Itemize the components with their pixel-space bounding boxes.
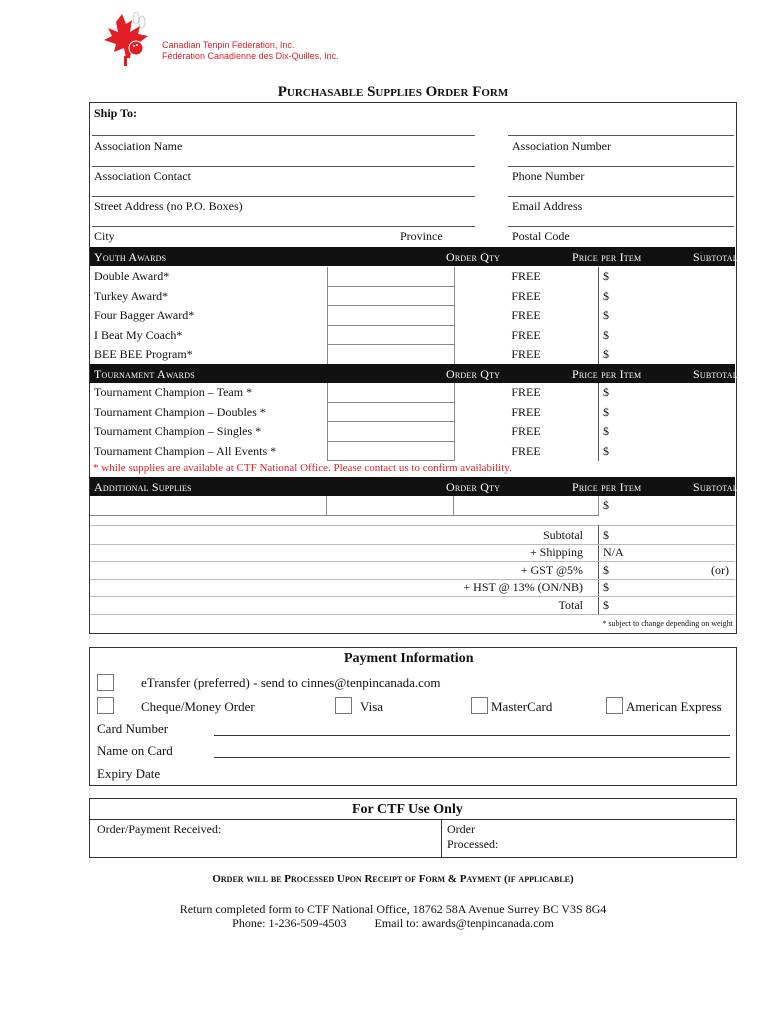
mastercard-checkbox[interactable] — [471, 697, 488, 714]
tournament-awards-header — [90, 364, 738, 383]
tournament-col-subtotal: Subtotal — [693, 367, 738, 381]
city-label: City — [94, 229, 115, 243]
tournament-col-divider — [598, 383, 599, 403]
additional-col-subtotal: Subtotal — [693, 480, 738, 494]
youth-qty-field[interactable] — [327, 306, 455, 326]
additional-supplies-header — [90, 477, 738, 496]
youth-qty-field[interactable] — [327, 345, 455, 365]
additional-qty-field[interactable] — [327, 496, 454, 516]
org-name-en: Canadian Tenpin Federation, Inc. — [162, 40, 295, 50]
province-label: Province — [400, 229, 443, 243]
tournament-col-divider — [598, 403, 599, 423]
youth-col-price: Price per Item — [572, 250, 642, 264]
tournament-col-price: Price per Item — [572, 367, 642, 381]
additional-col-qty: Order Qty — [446, 480, 501, 494]
logo — [92, 8, 342, 70]
youth-col-divider — [598, 345, 599, 365]
tournament-qty-field[interactable] — [327, 403, 455, 423]
ctf-use-title: For CTF Use Only — [352, 802, 463, 817]
email-address-label: Email Address — [512, 199, 583, 213]
total-label: Total — [558, 598, 583, 612]
youth-qty-field[interactable] — [327, 267, 455, 287]
contact-line — [0, 916, 770, 931]
additional-col-price: Price per Item — [572, 480, 642, 494]
association-contact-label: Association Contact — [94, 169, 191, 183]
visa-label: Visa — [360, 699, 384, 714]
youth-item-name: Double Award* — [94, 269, 170, 283]
phone-number-label: Phone Number — [512, 169, 585, 183]
tournament-item-subtotal[interactable]: $ — [603, 404, 609, 419]
tournament-qty-field[interactable] — [327, 422, 455, 442]
youth-item-subtotal[interactable]: $ — [603, 327, 609, 342]
association-contact-field[interactable] — [92, 166, 475, 167]
gst-label: + GST @5% — [520, 563, 583, 577]
youth-awards-title: Youth Awards — [94, 250, 167, 264]
tournament-item-name: Tournament Champion – All Events * — [94, 443, 277, 458]
ctf-use-divider — [441, 819, 442, 857]
weight-note: * subject to change depending on weight — [602, 619, 733, 628]
postal-code-label: Postal Code — [512, 229, 570, 243]
youth-item-name: BEE BEE Program* — [94, 347, 193, 361]
card-number-field[interactable] — [214, 735, 730, 736]
tournament-item-price: FREE — [511, 404, 541, 419]
association-number-field[interactable] — [508, 135, 734, 136]
name-on-card-label: Name on Card — [97, 743, 173, 758]
youth-col-divider — [598, 267, 599, 287]
name-on-card-field[interactable] — [214, 757, 730, 758]
ship-to-label: Ship To: — [94, 106, 138, 120]
etransfer-label: eTransfer (preferred) - send to cinnes@tenpincanada.com — [141, 675, 441, 690]
ctf-use-rule — [90, 819, 735, 820]
tournament-item-price: FREE — [511, 443, 541, 458]
youth-item-price: FREE — [511, 269, 541, 283]
tournament-item-price: FREE — [511, 385, 541, 399]
hst-label: + HST @ 13% (ON/NB) — [463, 580, 583, 594]
youth-item-price: FREE — [511, 288, 541, 303]
street-address-field[interactable] — [92, 196, 475, 197]
tournament-qty-field[interactable] — [327, 442, 455, 462]
youth-item-name: I Beat My Coach* — [94, 327, 183, 342]
contact-email[interactable]: Email to: awards@tenpincanada.com — [374, 916, 554, 930]
return-address: Return completed form to CTF National Office, 18762 58A Avenue Surrey BC V3S 8G4 — [179, 902, 607, 916]
order-processed-label-2: Processed: — [447, 837, 499, 851]
amex-label: American Express — [626, 699, 722, 714]
order-processed-label-1: Order — [447, 822, 475, 836]
tournament-item-name: Tournament Champion – Team * — [94, 385, 253, 399]
gst-or-label: (or) — [711, 563, 729, 577]
youth-item-price: FREE — [511, 327, 541, 342]
association-number-label: Association Number — [512, 139, 611, 153]
youth-item-price: FREE — [511, 347, 541, 361]
cheque-checkbox[interactable] — [97, 697, 114, 714]
street-address-label: Street Address (no P.O. Boxes) — [94, 199, 243, 213]
tournament-qty-field[interactable] — [327, 383, 455, 403]
subtotal-value[interactable]: $ — [603, 528, 609, 542]
maple-leaf-bowling-pins-icon — [92, 8, 162, 70]
tournament-awards-title: Tournament Awards — [94, 367, 195, 381]
youth-item-name: Four Bagger Award* — [94, 308, 195, 322]
association-name-field[interactable] — [92, 135, 475, 136]
tournament-col-divider — [598, 442, 599, 462]
totals-rule-5 — [90, 614, 735, 615]
association-name-label: Association Name — [94, 139, 183, 153]
tournament-item-name: Tournament Champion – Doubles * — [94, 404, 266, 419]
phone-number-field[interactable] — [508, 166, 734, 167]
gst-value[interactable]: $ — [603, 563, 609, 577]
city-field[interactable] — [92, 226, 475, 227]
tournament-item-subtotal[interactable]: $ — [603, 424, 609, 438]
youth-awards-header — [90, 247, 738, 266]
youth-col-qty: Order Qty — [446, 250, 501, 264]
visa-checkbox[interactable] — [335, 697, 352, 714]
totals-divider — [598, 525, 599, 614]
youth-item-subtotal[interactable]: $ — [603, 347, 609, 361]
payment-box — [89, 647, 737, 786]
additional-item-field[interactable] — [90, 496, 327, 516]
additional-subtotal-field[interactable]: $ — [603, 498, 609, 512]
etransfer-checkbox[interactable] — [97, 674, 114, 691]
youth-item-price: FREE — [511, 308, 541, 322]
tournament-item-subtotal[interactable]: $ — [603, 443, 609, 458]
youth-col-divider — [598, 287, 599, 307]
payment-title: Payment Information — [344, 651, 474, 666]
additional-supplies-title: Additional Supplies — [94, 480, 192, 494]
tournament-col-divider — [598, 422, 599, 442]
youth-col-divider — [598, 306, 599, 326]
availability-note: * while supplies are available at CTF National Office. Please contact us to confirm availability. — [93, 462, 512, 474]
youth-item-subtotal[interactable]: $ — [603, 269, 609, 283]
youth-item-subtotal[interactable]: $ — [603, 308, 609, 322]
postal-code-field[interactable] — [508, 226, 734, 227]
youth-col-divider — [598, 326, 599, 346]
subtotal-label: Subtotal — [542, 528, 583, 542]
expiry-date-label: Expiry Date — [97, 766, 161, 781]
youth-item-name: Turkey Award* — [94, 288, 169, 303]
youth-qty-field[interactable] — [327, 287, 455, 307]
processing-note: Order will be Processed Upon Receipt of Form & Payment (if applicable) — [212, 873, 574, 885]
amex-checkbox[interactable] — [606, 697, 623, 714]
additional-price-field[interactable] — [454, 496, 599, 516]
email-address-field[interactable] — [508, 196, 734, 197]
tournament-item-price: FREE — [511, 424, 541, 438]
total-value[interactable]: $ — [603, 598, 609, 612]
mastercard-label: MasterCard — [491, 699, 553, 714]
tournament-item-name: Tournament Champion – Singles * — [94, 424, 262, 438]
hst-value[interactable]: $ — [603, 580, 609, 594]
card-number-label: Card Number — [97, 721, 169, 736]
youth-col-subtotal: Subtotal — [693, 250, 738, 264]
form-title: Purchasable Supplies Order Form — [277, 84, 509, 100]
org-name-fr: Fédération Canadienne des Dix-Quilles, Inc. — [162, 51, 339, 61]
tournament-col-qty: Order Qty — [446, 367, 501, 381]
youth-qty-field[interactable] — [327, 326, 455, 346]
shipping-value: N/A — [603, 545, 624, 559]
youth-item-subtotal[interactable]: $ — [603, 288, 609, 303]
order-received-label: Order/Payment Received: — [97, 822, 222, 836]
cheque-label: Cheque/Money Order — [141, 699, 255, 714]
shipping-label: + Shipping — [529, 545, 583, 559]
contact-phone: Phone: 1-236-509-4503 — [232, 916, 347, 930]
tournament-item-subtotal[interactable]: $ — [603, 385, 609, 399]
